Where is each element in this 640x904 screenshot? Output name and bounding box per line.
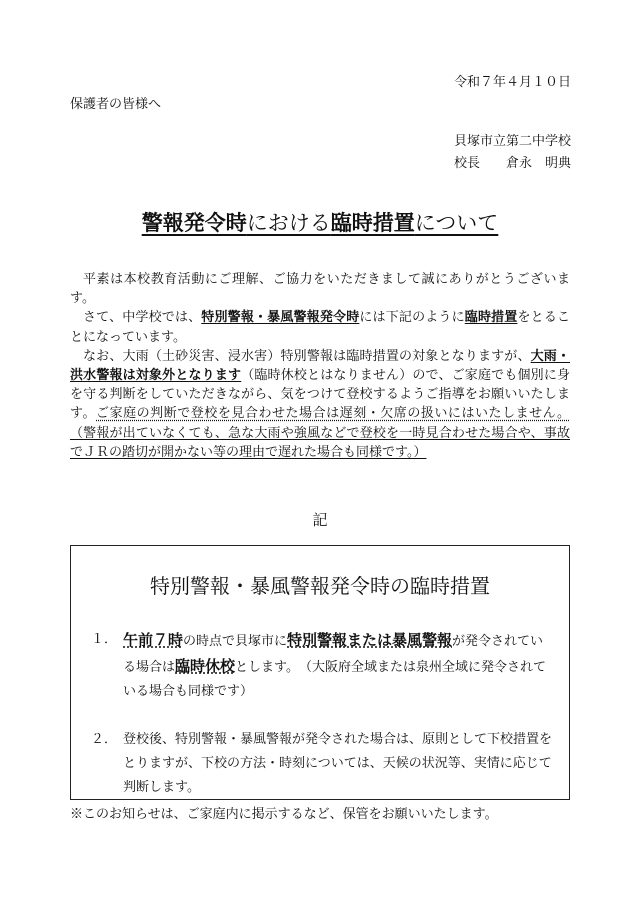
item-2-text: 登校後、特別警報・暴風警報が発令された場合は、原則として下校措置をとりますが、下校の方法・時刻については、天候の状況等、実情に応じて判断します。 bbox=[123, 732, 553, 795]
item-1-text bbox=[123, 628, 553, 704]
title-part-2: における bbox=[246, 211, 331, 235]
title-part-3: 臨時措置 bbox=[330, 210, 415, 235]
p2-emphasis-warning: 特別警報・暴風警報発令時 bbox=[201, 310, 360, 326]
measure-item-2 bbox=[91, 728, 553, 800]
p3-underlined-note: （警報が出ていなくても、急な大雨や強風などで登校を一時見合わせた場合や、事故でＪＲの踏切が開かない等の理由で遅れた場合も同様です。） bbox=[70, 425, 570, 460]
p2-text-a: さて、中学校では、 bbox=[83, 310, 202, 326]
footer-note: ※このお知らせは、ご家庭内に掲示するなど、保管をお願いいたします。 bbox=[70, 807, 498, 822]
title-part-4: について bbox=[414, 211, 499, 235]
ki-heading: 記 bbox=[312, 511, 328, 529]
p2-emphasis-measure: 臨時措置 bbox=[464, 310, 518, 326]
title-part-1: 警報発令時 bbox=[141, 210, 247, 235]
p2-text-c: には下記のように bbox=[359, 310, 465, 326]
p2-text-e: をとることになっています。 bbox=[70, 310, 570, 345]
item-1-number: １． bbox=[91, 632, 118, 647]
paragraph-3 bbox=[70, 347, 570, 462]
p3-text-a: なお、大雨（土砂災害、浸水害）特別警報は臨時措置の対象となりますが、 bbox=[83, 348, 531, 364]
measure-box bbox=[70, 545, 570, 800]
item-1-text-b: の時点で貝塚市に bbox=[183, 634, 288, 649]
measure-item-1 bbox=[91, 628, 553, 704]
item-1-warning: 特別警報または暴風警報 bbox=[287, 631, 453, 649]
body-text bbox=[70, 270, 570, 462]
p3-text-c: （臨時休校とはなりません）ので、ご家庭でも個別に身を守る判断をしていただきながら、気をつけて登校するようご指導をお願いいたします。 bbox=[70, 368, 570, 422]
p3-dotted-attendance: ご家庭の判断で登校を見合わせた場合は遅刻・欠席の扱いにはいたしません。 bbox=[96, 406, 570, 422]
item-2-number: ２． bbox=[91, 732, 118, 747]
paragraph-1: 平素は本校教育活動にご理解、ご協力をいただきまして誠にありがとうございます。 bbox=[70, 272, 570, 307]
p3-emphasis-excluded: 大雨・洪水警報は対象外となります bbox=[70, 348, 570, 384]
paragraph-2 bbox=[70, 308, 570, 346]
school-name: 貝塚市立第二中学校 bbox=[453, 134, 571, 149]
recipient: 保護者の皆様へ bbox=[70, 97, 162, 112]
document-title bbox=[0, 207, 640, 237]
item-1-time: 午前７時 bbox=[123, 631, 184, 649]
notice-date: 令和７年４月１０日 bbox=[453, 75, 571, 90]
measure-box-title: 特別警報・暴風警報発令時の臨時措置 bbox=[150, 574, 490, 598]
item-1-closure: 臨時休校 bbox=[175, 657, 236, 675]
principal-name: 校長 倉永 明典 bbox=[453, 156, 571, 171]
item-1-text-f: とします。 （大阪府全域または泉州全域に発令されている場合も同様です） bbox=[123, 660, 546, 699]
item-1-text-d: が発令されている場合は bbox=[123, 634, 544, 675]
